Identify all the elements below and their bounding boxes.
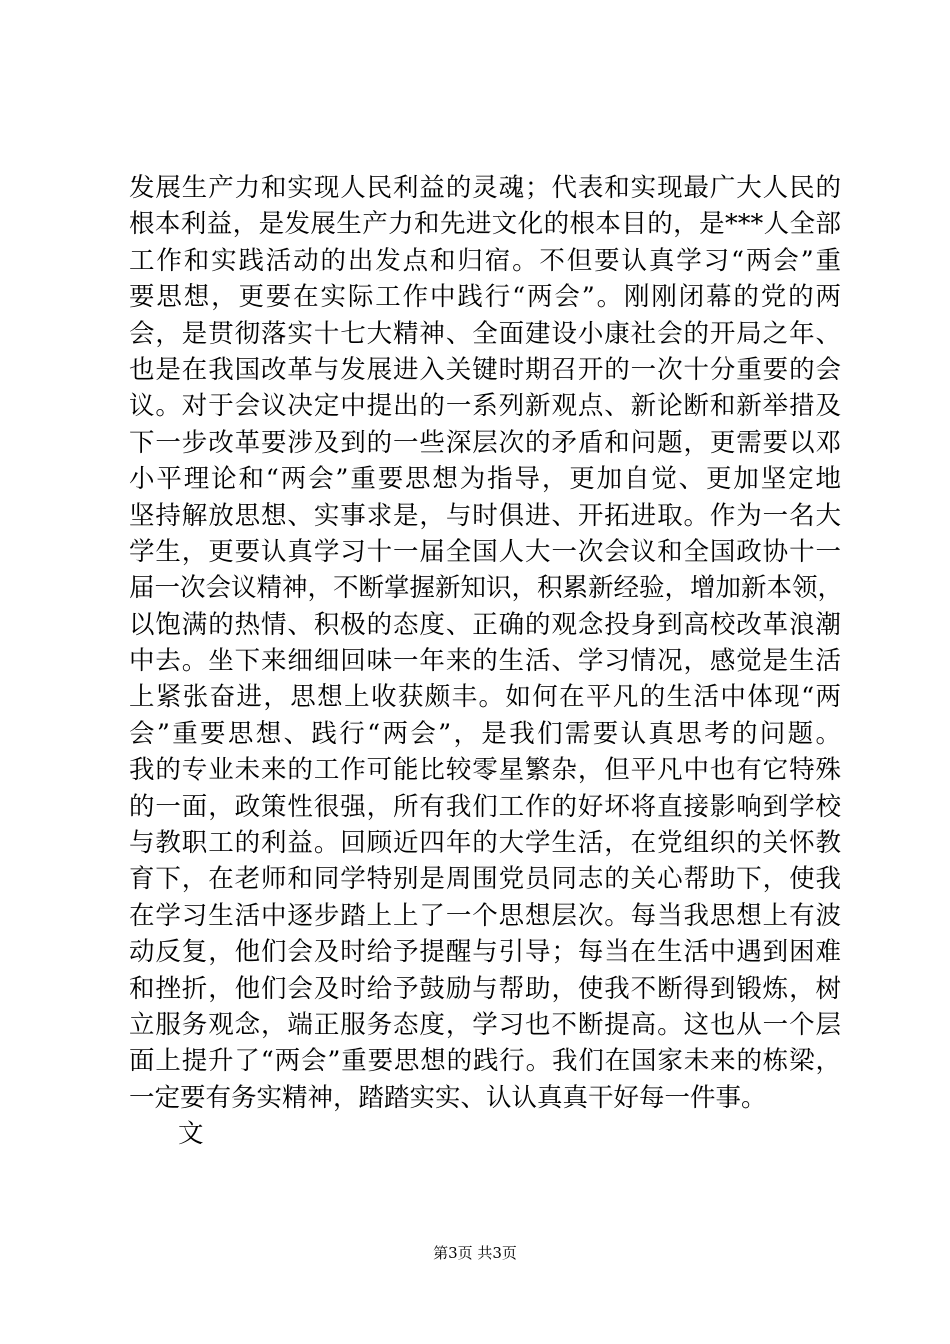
text-line: 发展生产力和实现人民利益的灵魂；代表和实现最广大人民的: [129, 173, 841, 203]
text-line: 以饱满的热情、积极的态度、正确的观念投身到高校改革浪潮: [129, 609, 841, 640]
text-line: 届一次会议精神，不断掌握新知识，积累新经验，增加新本领，: [129, 573, 844, 604]
body-text: [129, 170, 844, 1153]
text-line: 与教职工的利益。回顾近四年的大学生活，在党组织的关怀教: [129, 828, 841, 859]
page-footer: 第3页 共3页: [433, 1244, 517, 1262]
text-line: 根本利益，是发展生产力和先进文化的根本目的，是***人全部: [129, 209, 841, 240]
text-line: 要思想，更要在实际工作中践行“两会”。刚刚闭幕的党的两: [129, 282, 841, 313]
text-line: 在学习生活中逐步踏上上了一个思想层次。每当我思想上有波: [129, 900, 841, 931]
trailing-text-line: 文: [178, 1119, 204, 1150]
text-line: 坚持解放思想、实事求是，与时俱进、开拓进取。作为一名大: [129, 500, 841, 531]
text-line: 和挫折，他们会及时给予鼓励与帮助，使我不断得到锻炼，树: [129, 973, 841, 1004]
text-line: 一定要有务实精神，踏踏实实、认认真真干好每一件事。: [129, 1082, 767, 1113]
text-line: 工作和实践活动的出发点和归宿。不但要认真学习“两会”重: [129, 245, 841, 276]
text-line: 中去。坐下来细细回味一年来的生活、学习情况，感觉是生活: [129, 646, 841, 677]
text-line: 会”重要思想、践行“两会”，是我们需要认真思考的问题。: [129, 718, 841, 749]
text-line: 也是在我国改革与发展进入关键时期召开的一次十分重要的会: [129, 354, 841, 385]
text-line: 会，是贯彻落实十七大精神、全面建设小康社会的开局之年、: [129, 318, 841, 349]
text-line: 的一面，政策性很强，所有我们工作的好坏将直接影响到学校: [129, 791, 841, 822]
text-line: 育下，在老师和同学特别是周围党员同志的关心帮助下，使我: [129, 864, 841, 895]
text-line: 面上提升了“两会”重要思想的践行。我们在国家未来的栋梁，: [129, 1046, 841, 1077]
text-line: 立服务观念，端正服务态度，学习也不断提高。这也从一个层: [129, 1009, 841, 1040]
text-line: 下一步改革要涉及到的一些深层次的矛盾和问题，更需要以邓: [129, 427, 841, 458]
text-line: 小平理论和“两会”重要思想为指导，更加自觉、更加坚定地: [129, 464, 841, 495]
text-line: 学生，更要认真学习十一届全国人大一次会议和全国政协十一: [129, 536, 841, 567]
text-line: 上紧张奋进，思想上收获颇丰。如何在平凡的生活中体现“两: [129, 682, 841, 713]
text-line: 动反复，他们会及时给予提醒与引导；每当在生活中遇到困难: [129, 937, 841, 968]
text-line: 议。对于会议决定中提出的一系列新观点、新论断和新举措及: [129, 391, 841, 422]
text-line: 我的专业未来的工作可能比较零星繁杂，但平凡中也有它特殊: [129, 755, 841, 786]
